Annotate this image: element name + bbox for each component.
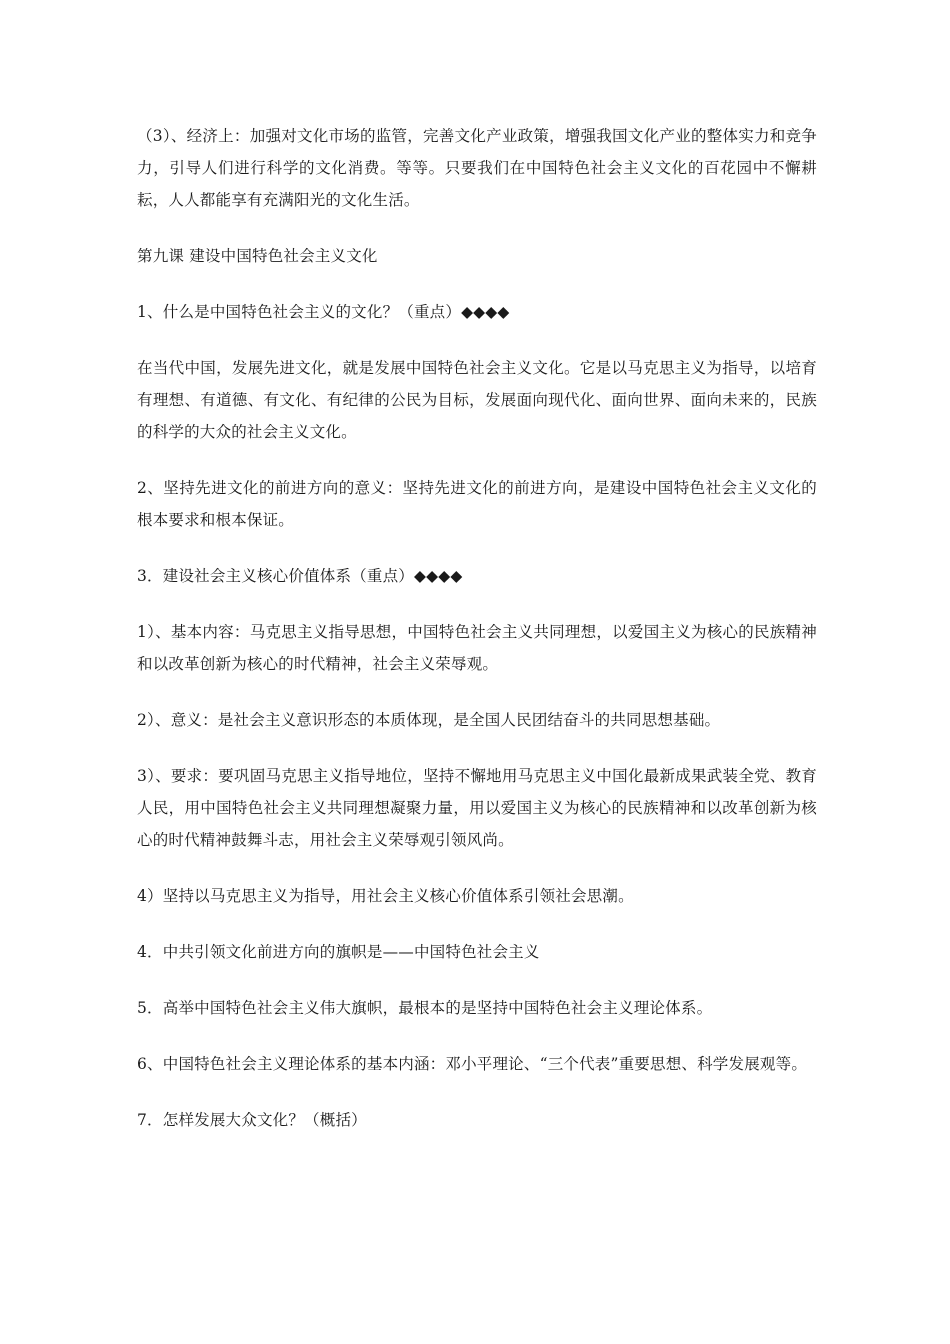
paragraph-guidance: 4）坚持以马克思主义为指导，用社会主义核心价值体系引领社会思潮。 bbox=[137, 887, 634, 905]
paragraph-economic-measures: （3）、经济上：加强对文化市场的监管，完善文化产业政策，增强我国文化产业的整体实力和竞争力，引导人们进行科学的文化消费。等等。只要我们在中国特色社会主义文化的百花园中不懈耕耘，人人都能享有充满阳光的文化生活。 bbox=[137, 127, 817, 209]
paragraph-direction-significance: 2、坚持先进文化的前进方向的意义：坚持先进文化的前进方向，是建设中国特色社会主义文化的根本要求和根本保证。 bbox=[137, 479, 817, 529]
paragraph-banner: 4．中共引领文化前进方向的旗帜是——中国特色社会主义 bbox=[137, 943, 540, 961]
paragraph-fundamental: 5．高举中国特色社会主义伟大旗帜，最根本的是坚持中国特色社会主义理论体系。 bbox=[137, 999, 713, 1017]
paragraph-basic-content: 1）、基本内容：马克思主义指导思想，中国特色社会主义共同理想，以爱国主义为核心的民族精神和以改革创新为核心的时代精神，社会主义荣辱观。 bbox=[137, 623, 817, 673]
question-3-heading: 3．建设社会主义核心价值体系（重点）◆◆◆◆ bbox=[137, 567, 463, 585]
paragraph-requirements: 3）、要求：要巩固马克思主义指导地位，坚持不懈地用马克思主义中国化最新成果武装全党、教育人民，用中国特色社会主义共同理想凝聚力量，用以爱国主义为核心的民族精神和以改革创新为核心的时代精神鼓舞斗志，用社会主义荣辱观引领风尚。 bbox=[137, 767, 817, 849]
question-7-heading: 7．怎样发展大众文化？（概括） bbox=[137, 1111, 367, 1129]
paragraph-theory-system: 6、中国特色社会主义理论体系的基本内涵：邓小平理论、“三个代表”重要思想、科学发展观等。 bbox=[137, 1055, 808, 1073]
lesson-heading: 第九课 建设中国特色社会主义文化 bbox=[137, 247, 378, 265]
document-page bbox=[137, 120, 817, 1160]
paragraph-definition: 在当代中国，发展先进文化，就是发展中国特色社会主义文化。它是以马克思主义为指导，以培育有理想、有道德、有文化、有纪律的公民为目标，发展面向现代化、面向世界、面向未来的，民族的科学的大众的社会主义文化。 bbox=[137, 359, 817, 441]
paragraph-significance: 2）、意义：是社会主义意识形态的本质体现，是全国人民团结奋斗的共同思想基础。 bbox=[137, 711, 721, 729]
question-1-heading: 1、什么是中国特色社会主义的文化？（重点）◆◆◆◆ bbox=[137, 303, 510, 321]
